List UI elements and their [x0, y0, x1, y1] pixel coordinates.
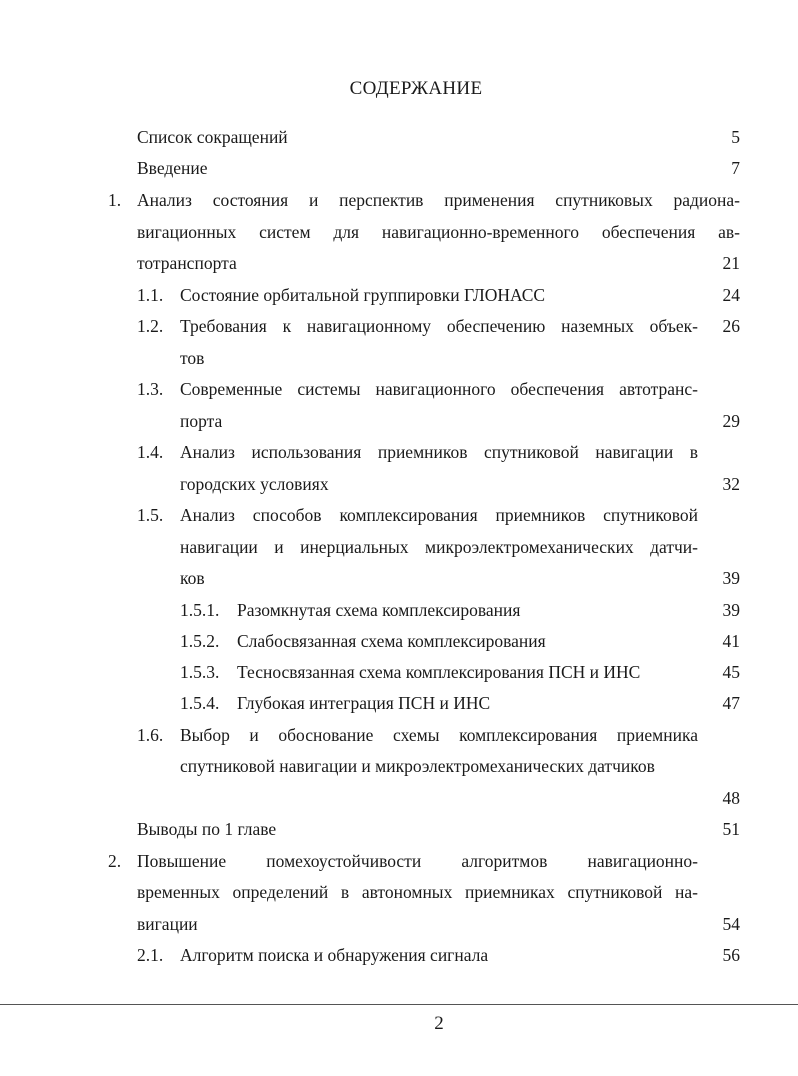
- toc-page-1-5-4: 47: [722, 693, 740, 713]
- toc-entry-ch2-line1: Повышение помехоустойчивости алгоритмов навигационно-: [137, 851, 698, 871]
- toc-page-1-6: 48: [722, 788, 740, 808]
- toc-page-conclusions-1: 51: [722, 819, 740, 839]
- toc-page-1-4: 32: [722, 474, 740, 494]
- toc-entry-ch1-line3: тотранспорта: [137, 253, 237, 273]
- toc-page-1-3: 29: [722, 411, 740, 431]
- toc-num-1-3: 1.3.: [137, 379, 164, 399]
- toc-page-1-5-2: 41: [722, 631, 740, 651]
- toc-entry-ch1-line2: вигационных систем для навигационно-временного обеспечения ав-: [137, 222, 740, 242]
- toc-entry-ch2-line2: временных определений в автономных приемниках спутниковой на-: [137, 882, 698, 902]
- toc-num-1-5-4: 1.5.4.: [180, 693, 220, 713]
- toc-entry-1-2-line2: тов: [180, 348, 205, 368]
- toc-page-abbrev: 5: [731, 127, 740, 147]
- toc-page-1-5: 39: [722, 568, 740, 588]
- toc-entry-ch1-line1: Анализ состояния и перспектив применения спутниковых радиона-: [137, 190, 740, 210]
- toc-entry-2-1: Алгоритм поиска и обнаружения сигнала: [180, 945, 489, 965]
- toc-entry-1-5-1: Разомкнутая схема комплексирования: [237, 600, 521, 620]
- toc-entry-1-4-line1: Анализ использования приемников спутниковой навигации в: [180, 442, 698, 462]
- toc-page-1-2: 26: [722, 316, 740, 336]
- toc-entry-intro: Введение: [137, 158, 208, 178]
- toc-entry-1-5-4: Глубокая интеграция ПСН и ИНС: [237, 693, 491, 713]
- toc-entry-1-5-line1: Анализ способов комплексирования приемников спутниковой: [180, 505, 698, 525]
- toc-num-1-5-3: 1.5.3.: [180, 662, 220, 682]
- toc-entry-1-3-line2: порта: [180, 411, 223, 431]
- toc-entry-1-4-line2: городских условиях: [180, 474, 329, 494]
- toc-entry-1-3-line1: Современные системы навигационного обеспечения автотранс-: [180, 379, 698, 399]
- toc-num-1-4: 1.4.: [137, 442, 164, 462]
- toc-entry-1-6-line1: Выбор и обоснование схемы комплексирования приемника: [180, 725, 698, 745]
- toc-num-1-6: 1.6.: [137, 725, 164, 745]
- toc-entry-1-1: Состояние орбитальной группировки ГЛОНАСС: [180, 285, 546, 305]
- toc-entry-conclusions-1: Выводы по 1 главе: [137, 819, 277, 839]
- toc-page-intro: 7: [731, 158, 740, 178]
- page-number: 2: [434, 1013, 444, 1034]
- toc-page-ch1: 21: [722, 253, 740, 273]
- toc-entry-1-6-line2: спутниковой навигации и микроэлектромеханических датчиков: [180, 756, 655, 776]
- footer-divider: [0, 1004, 798, 1005]
- toc-entry-abbrev: Список сокращений: [137, 127, 288, 147]
- toc-page-1-5-1: 39: [722, 600, 740, 620]
- toc-entry-1-5-2: Слабосвязанная схема комплексирования: [237, 631, 546, 651]
- toc-num-1-5-1: 1.5.1.: [180, 600, 220, 620]
- page-title: СОДЕРЖАНИЕ: [349, 78, 483, 99]
- toc-page-ch2: 54: [722, 914, 740, 934]
- toc-entry-ch2-line3: вигации: [137, 914, 198, 934]
- toc-entry-1-2-line1: Требования к навигационному обеспечению наземных объек-: [180, 316, 698, 336]
- toc-num-1-1: 1.1.: [137, 285, 164, 305]
- toc-page-2-1: 56: [722, 945, 740, 965]
- toc-num-2-1: 2.1.: [137, 945, 164, 965]
- toc-num-ch1: 1.: [108, 190, 122, 210]
- toc-page-1-5-3: 45: [722, 662, 740, 682]
- toc-entry-1-5-line3: ков: [180, 568, 205, 588]
- toc-page-1-1: 24: [722, 285, 740, 305]
- toc-num-ch2: 2.: [108, 851, 122, 871]
- toc-entry-1-5-line2: навигации и инерциальных микроэлектромеханических датчи-: [180, 537, 698, 557]
- toc-num-1-2: 1.2.: [137, 316, 164, 336]
- toc-num-1-5-2: 1.5.2.: [180, 631, 220, 651]
- toc-entry-1-5-3: Тесносвязанная схема комплексирования ПСН и ИНС: [237, 662, 641, 682]
- toc-num-1-5: 1.5.: [137, 505, 164, 525]
